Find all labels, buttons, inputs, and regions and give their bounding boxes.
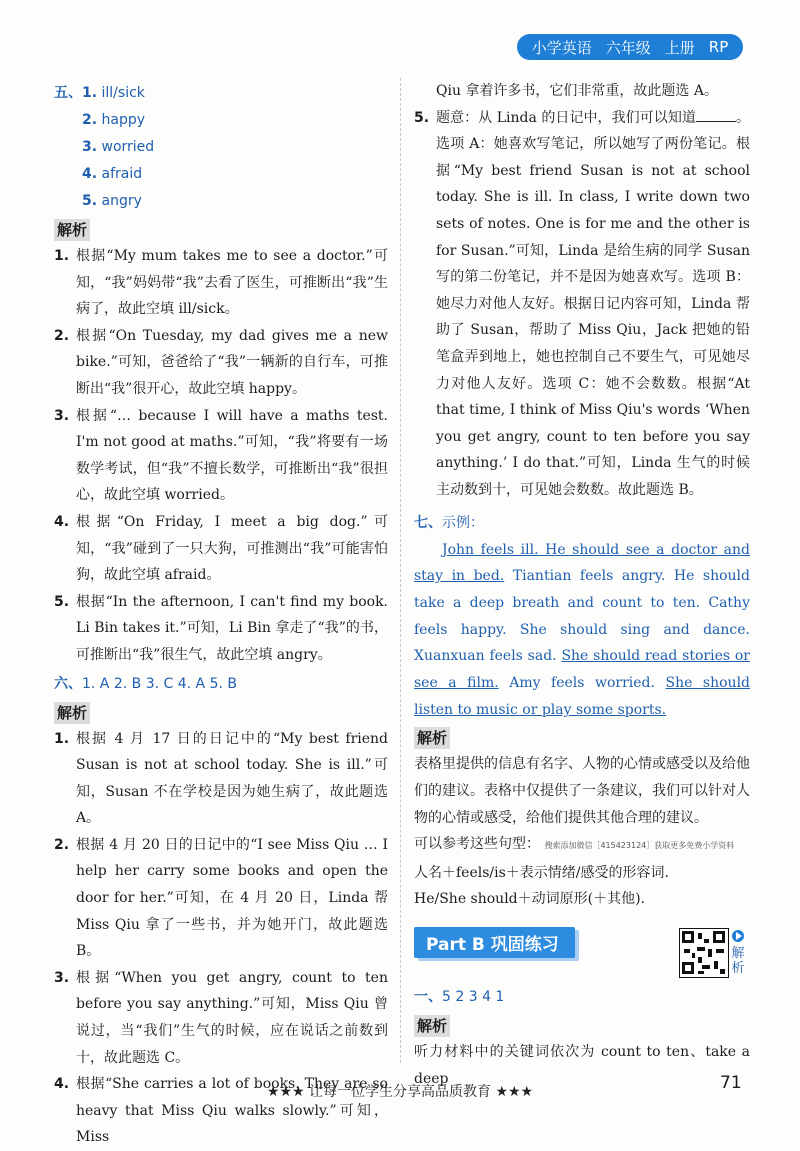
section-7-label: 七、 <box>414 514 442 531</box>
section-6-answers: 六、1. A 2. B 3. C 4. A 5. B <box>54 675 237 692</box>
section-6-analysis-item-1: 1. 根据 4 月 17 日的日记中的“My best friend Susan is not at school today. She is ill.”可知，Susan 不在学校是因为她生病了，故此题选 A。 <box>54 730 388 827</box>
section-6-analysis-item-4: 4. 根据“She carries a lot of books. They are so heavy that Miss Qiu walks slowly.”可知，Miss <box>54 1076 388 1146</box>
section-5-analysis-label: 解析 <box>54 219 90 241</box>
sample-label: 示例： <box>442 514 484 531</box>
section-5-answer-1: 五、1. ill/sick <box>54 85 145 101</box>
section-6-analysis-label: 解析 <box>54 702 90 724</box>
section-5-answer-3: 3. worried <box>82 139 155 155</box>
wechat-note: 搜索添加微信［415423124］获取更多免费小学资料 <box>544 841 735 851</box>
section-6-analysis-item-2: 2. 根据 4 月 20 日的日记中的“I see Miss Qiu … I help her carry some books and open the door for her.”可知，在 4 月 20 日，Linda 帮 Miss Qiu 拿了一些书，并为她开门，故此题选 B。 <box>54 836 388 960</box>
part-b-banner: Part B 巩固练习 <box>414 927 575 958</box>
section-1-analysis: 听力材料中的关键词依次为 count to ten、take a deep <box>414 1043 750 1087</box>
section-7-header <box>414 510 750 537</box>
reference-patterns-lead: 可以参考这些句型： 搜索添加微信［415423124］获取更多免费小学资料 <box>414 836 735 853</box>
item-4-continued: Qiu 拿着许多书，它们非常重，故此题选 A。 <box>436 83 718 99</box>
volume: 上册 <box>664 38 695 57</box>
section-5-label: 五、 <box>54 85 82 101</box>
section-5-answer-2: 2. happy <box>82 112 146 128</box>
qr-code-icon[interactable] <box>679 928 729 978</box>
pattern-2: He/She should＋动词原形(＋其他). <box>414 891 646 908</box>
section-7-analysis: 表格里提供的信息有名字、人物的心情或感受以及给他们的建议。表格中仅提供了一条建议，我们可以针对人物的心情或感受，给他们提供其他合理的建议。 <box>414 756 750 826</box>
column-divider <box>400 78 401 1063</box>
edition: RP <box>708 38 729 56</box>
grade: 六年级 <box>605 38 651 57</box>
left-column <box>54 80 388 1151</box>
section-6-analysis-item-3: 3. 根据“When you get angry, count to ten before you say anything.”可知，Miss Qiu 曾说过，当“我们”生气的时候，应在说话之前数到十，故此题选 C。 <box>54 969 388 1066</box>
section-1-label: 一、 <box>414 988 442 1005</box>
section-5-analysis-item-1: 1. 根据“My mum takes me to see a doctor.”可知，“我”妈妈带“我”去看了医生，可推断出“我”生病了，故此空填 ill/sick。 <box>54 248 388 318</box>
section-6-analysis-item-5: 5. 题意：从 Linda 的日记中，我们可以知道 。选项 A：她喜欢写笔记，所以她写了两份笔记。根据“My best friend Susan is not at school today. She is ill. In class, I write down two sets of notes. One is for me and the other is for Susan.”可知，Linda 是给生病的同学 Susan 写的第二份笔记，并不是因为她喜欢写。选项 B：她尽力对他人友好。根据日记内容可知，Linda 帮助了 Susan，帮助了 Miss Qiu，Jack 把她的铅笔盒弄到地上，她也控制自己不要生气，可见她尽力对他人友好。选项 C：她不会数数。根据“At that time, I think of Miss Qiu's words ‘When you get angry, count to ten before you say anything.’ I do that.”可知，Linda 生气的时候主动数到十，可见她会数数。故此题选 B。 <box>414 105 750 504</box>
sample-answer: John feels ill. He should see a doctor and stay in bed. Tiantian feels angry. He should take a deep breath and count to ten. Cathy feels happy. She should sing and dance. Xuanxuan feels sad. She should read stories or see a film. Amy feels worried. She should listen to music or play some sports. <box>414 541 751 718</box>
page-number: 71 <box>720 1073 742 1093</box>
section-5-analysis-item-3: 3. 根据“… because I will have a maths test. I'm not good at maths.”可知，“我”将要有一场数学考试，但“我”不擅长数学，可推断出“我”很担心，故此空填 worried。 <box>54 407 388 504</box>
section-5-analysis-item-2: 2. 根据“On Tuesday, my dad gives me a new bike.”可知，爸爸给了“我”一辆新的自行车，可推断出“我”很开心，故此空填 happy。 <box>54 327 388 397</box>
section-5-answer-4: 4. afraid <box>82 166 143 182</box>
section-1-answers: 一、5 2 3 4 1 <box>414 988 505 1005</box>
section-1-analysis-label: 解析 <box>414 1015 450 1037</box>
subject: 小学英语 <box>531 38 592 57</box>
header-badge <box>517 34 743 60</box>
section-7-analysis-label: 解析 <box>414 727 450 749</box>
section-6-label: 六、 <box>54 675 82 692</box>
pattern-1: 人名＋feels/is＋表示情绪/感受的形容词. <box>414 864 669 881</box>
section-5-analysis-item-4: 4. 根据“On Friday, I meet a big dog.”可知，“我”碰到了一只大狗，可推测出“我”可能害怕狗，故此空填 afraid。 <box>54 513 388 584</box>
section-5-analysis-item-5: 5. 根据“In the afternoon, I can't find my book. Li Bin takes it.”可知，Li Bin 拿走了“我”的书，可推断出“我”很生气，故此空填 angry。 <box>54 593 388 663</box>
footer-slogan: ★★★ 让每一位学生分享高品质教育 ★★★ <box>266 1084 534 1100</box>
section-5-answer-5: 5. angry <box>82 193 142 209</box>
play-icon <box>732 930 744 942</box>
answer-blank <box>696 107 736 122</box>
qr-label: 解析 <box>730 930 746 976</box>
